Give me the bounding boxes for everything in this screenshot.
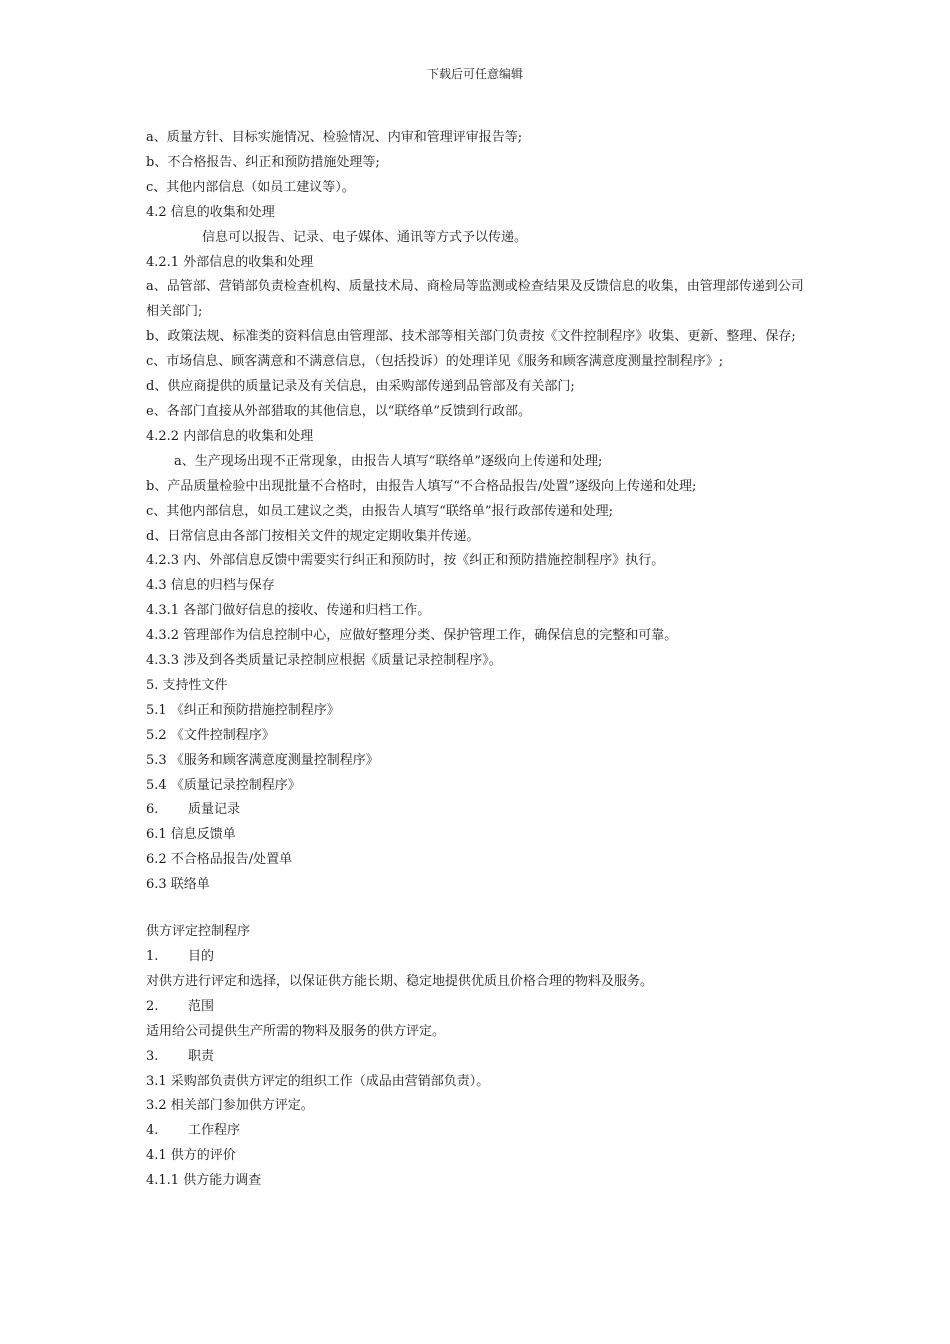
line-text: d、日常信息由各部门按相关文件的规定定期收集并传递。 <box>146 528 480 544</box>
line-text: 工作程序 <box>188 1123 241 1139</box>
paragraph-line <box>146 1119 806 1144</box>
list-number: 4. <box>146 1123 159 1139</box>
paragraph-line <box>146 1094 806 1119</box>
line-text: 5. 支持性文件 <box>146 677 228 693</box>
line-text: b、产品质量检验中出现批量不合格时，由报告人填写“不合格品报告/处置”逐级向上传递和处理; <box>146 478 697 494</box>
paragraph-line <box>146 1045 806 1070</box>
line-text: c、其他内部信息，如员工建议之类，由报告人填写“联络单”报行政部传递和处理; <box>146 503 613 519</box>
line-text: 对供方进行评定和选择，以保证供方能长期、稳定地提供优质且价格合理的物料及服务。 <box>146 973 654 989</box>
paragraph-line <box>146 375 806 400</box>
line-text: 目的 <box>188 949 215 964</box>
line-text: 4.3 信息的归档与保存 <box>146 578 275 594</box>
line-text: 4.3.2 管理部作为信息控制中心，应做好整理分类、保护管理工作，确保信息的完整和可靠。 <box>146 628 678 644</box>
section-supplier-evaluation <box>146 920 806 1194</box>
line-text: 5.2 《文件控制程序》 <box>146 727 275 743</box>
line-text: 适用给公司提供生产所需的物料及服务的供方评定。 <box>146 1023 446 1039</box>
paragraph-line <box>146 798 806 823</box>
paragraph-line <box>146 823 806 848</box>
paragraph-line <box>146 549 806 574</box>
paragraph-line <box>146 1070 806 1095</box>
line-text: b、政策法规、标准类的资料信息由管理部、技术部等相关部门负责按《文件控制程序》收集、更新、整理、保存; <box>146 329 796 345</box>
line-text: 6.2 不合格品报告/处置单 <box>146 852 293 868</box>
paragraph-line <box>146 599 806 624</box>
paragraph-line <box>146 450 806 475</box>
line-text: c、其他内部信息（如员工建议等）。 <box>146 179 355 195</box>
line-text: 4.3.1 各部门做好信息的接收、传递和归档工作。 <box>146 603 431 619</box>
list-number: 6. <box>146 802 159 818</box>
line-text: e、各部门直接从外部猎取的其他信息，以“联络单”反馈到行政部。 <box>146 403 531 419</box>
line-text: 3.1 采购部负责供方评定的组织工作（成品由营销部负责）。 <box>146 1073 490 1089</box>
line-text: b、不合格报告、纠正和预防措施处理等; <box>146 154 380 170</box>
paragraph-line <box>146 475 806 500</box>
paragraph-line <box>146 848 806 873</box>
paragraph-line <box>146 774 806 799</box>
line-text: 范围 <box>188 998 215 1014</box>
line-text: 3.2 相关部门参加供方评定。 <box>146 1098 314 1114</box>
paragraph-line <box>146 674 806 699</box>
line-text: 4.2.3 内、外部信息反馈中需要实行纠正和预防时，按《纠正和预防措施控制程序》执行。 <box>146 553 665 569</box>
line-text: 5.4 《质量记录控制程序》 <box>146 777 301 793</box>
list-number: 3. <box>146 1048 159 1064</box>
paragraph-line <box>146 525 806 550</box>
paragraph-line <box>146 995 806 1020</box>
paragraph-line <box>146 574 806 599</box>
page-header: 下载后可任意编辑 <box>426 67 523 81</box>
document-body <box>146 126 806 1194</box>
paragraph-line <box>146 873 806 898</box>
paragraph-line <box>146 724 806 749</box>
line-text: 4.2.2 内部信息的收集和处理 <box>146 428 314 444</box>
paragraph-line <box>146 251 806 276</box>
paragraph-line <box>146 226 806 251</box>
paragraph-line <box>146 350 806 375</box>
line-text: 6.3 联络单 <box>146 877 210 893</box>
paragraph-line <box>146 624 806 649</box>
paragraph-line <box>146 400 806 425</box>
section-information-control <box>146 126 806 898</box>
line-text: 质量记录 <box>188 802 241 818</box>
line-text: d、供应商提供的质量记录及有关信息，由采购部传递到品管部及有关部门; <box>146 379 575 395</box>
paragraph-line <box>146 649 806 674</box>
paragraph-line <box>146 126 806 151</box>
paragraph-line <box>146 945 806 970</box>
line-text: 5.1 《纠正和预防措施控制程序》 <box>146 702 340 718</box>
line-text: 4.2.1 外部信息的收集和处理 <box>146 254 314 270</box>
paragraph-line <box>146 920 806 945</box>
line-text: 信息可以报告、记录、电子媒体、通讯等方式予以传递。 <box>202 229 528 245</box>
line-text: 5.3 《服务和顾客满意度测量控制程序》 <box>146 752 379 768</box>
paragraph-line <box>146 970 806 995</box>
list-number: 1. <box>146 949 159 964</box>
line-text: c、市场信息、顾客满意和不满意信息，（包括投诉）的处理详见《服务和顾客满意度测量控制程序》; <box>146 354 724 370</box>
paragraph-line <box>146 151 806 176</box>
paragraph-line <box>146 325 806 350</box>
paragraph-line <box>146 1020 806 1045</box>
paragraph-line <box>146 176 806 201</box>
line-text: 供方评定控制程序 <box>146 924 251 940</box>
line-text: 6.1 信息反馈单 <box>146 827 236 843</box>
line-text: a、质量方针、目标实施情况、检验情况、内审和管理评审报告等; <box>146 130 523 145</box>
paragraph-line <box>146 1169 806 1194</box>
paragraph-line <box>146 425 806 450</box>
line-text: a、生产现场出现不正常现象，由报告人填写“联络单”逐级向上传递和处理; <box>174 453 603 469</box>
line-text: a、品管部、营销部负责检查机构、质量技术局、商检局等监测或检查结果及反馈信息的收集，由管理部传递到公司相关部门; <box>146 279 804 320</box>
paragraph-line <box>146 699 806 724</box>
paragraph-line <box>146 1144 806 1169</box>
paragraph-line <box>146 275 806 325</box>
paragraph-line <box>146 201 806 226</box>
list-number: 2. <box>146 998 159 1014</box>
line-text: 4.2 信息的收集和处理 <box>146 204 275 220</box>
line-text: 4.1.1 供方能力调查 <box>146 1173 262 1189</box>
line-text: 4.3.3 涉及到各类质量记录控制应根据《质量记录控制程序》。 <box>146 653 502 669</box>
line-text: 职责 <box>188 1048 215 1064</box>
paragraph-line <box>146 749 806 774</box>
section-gap <box>146 898 806 920</box>
paragraph-line <box>146 500 806 525</box>
line-text: 4.1 供方的评价 <box>146 1148 236 1164</box>
